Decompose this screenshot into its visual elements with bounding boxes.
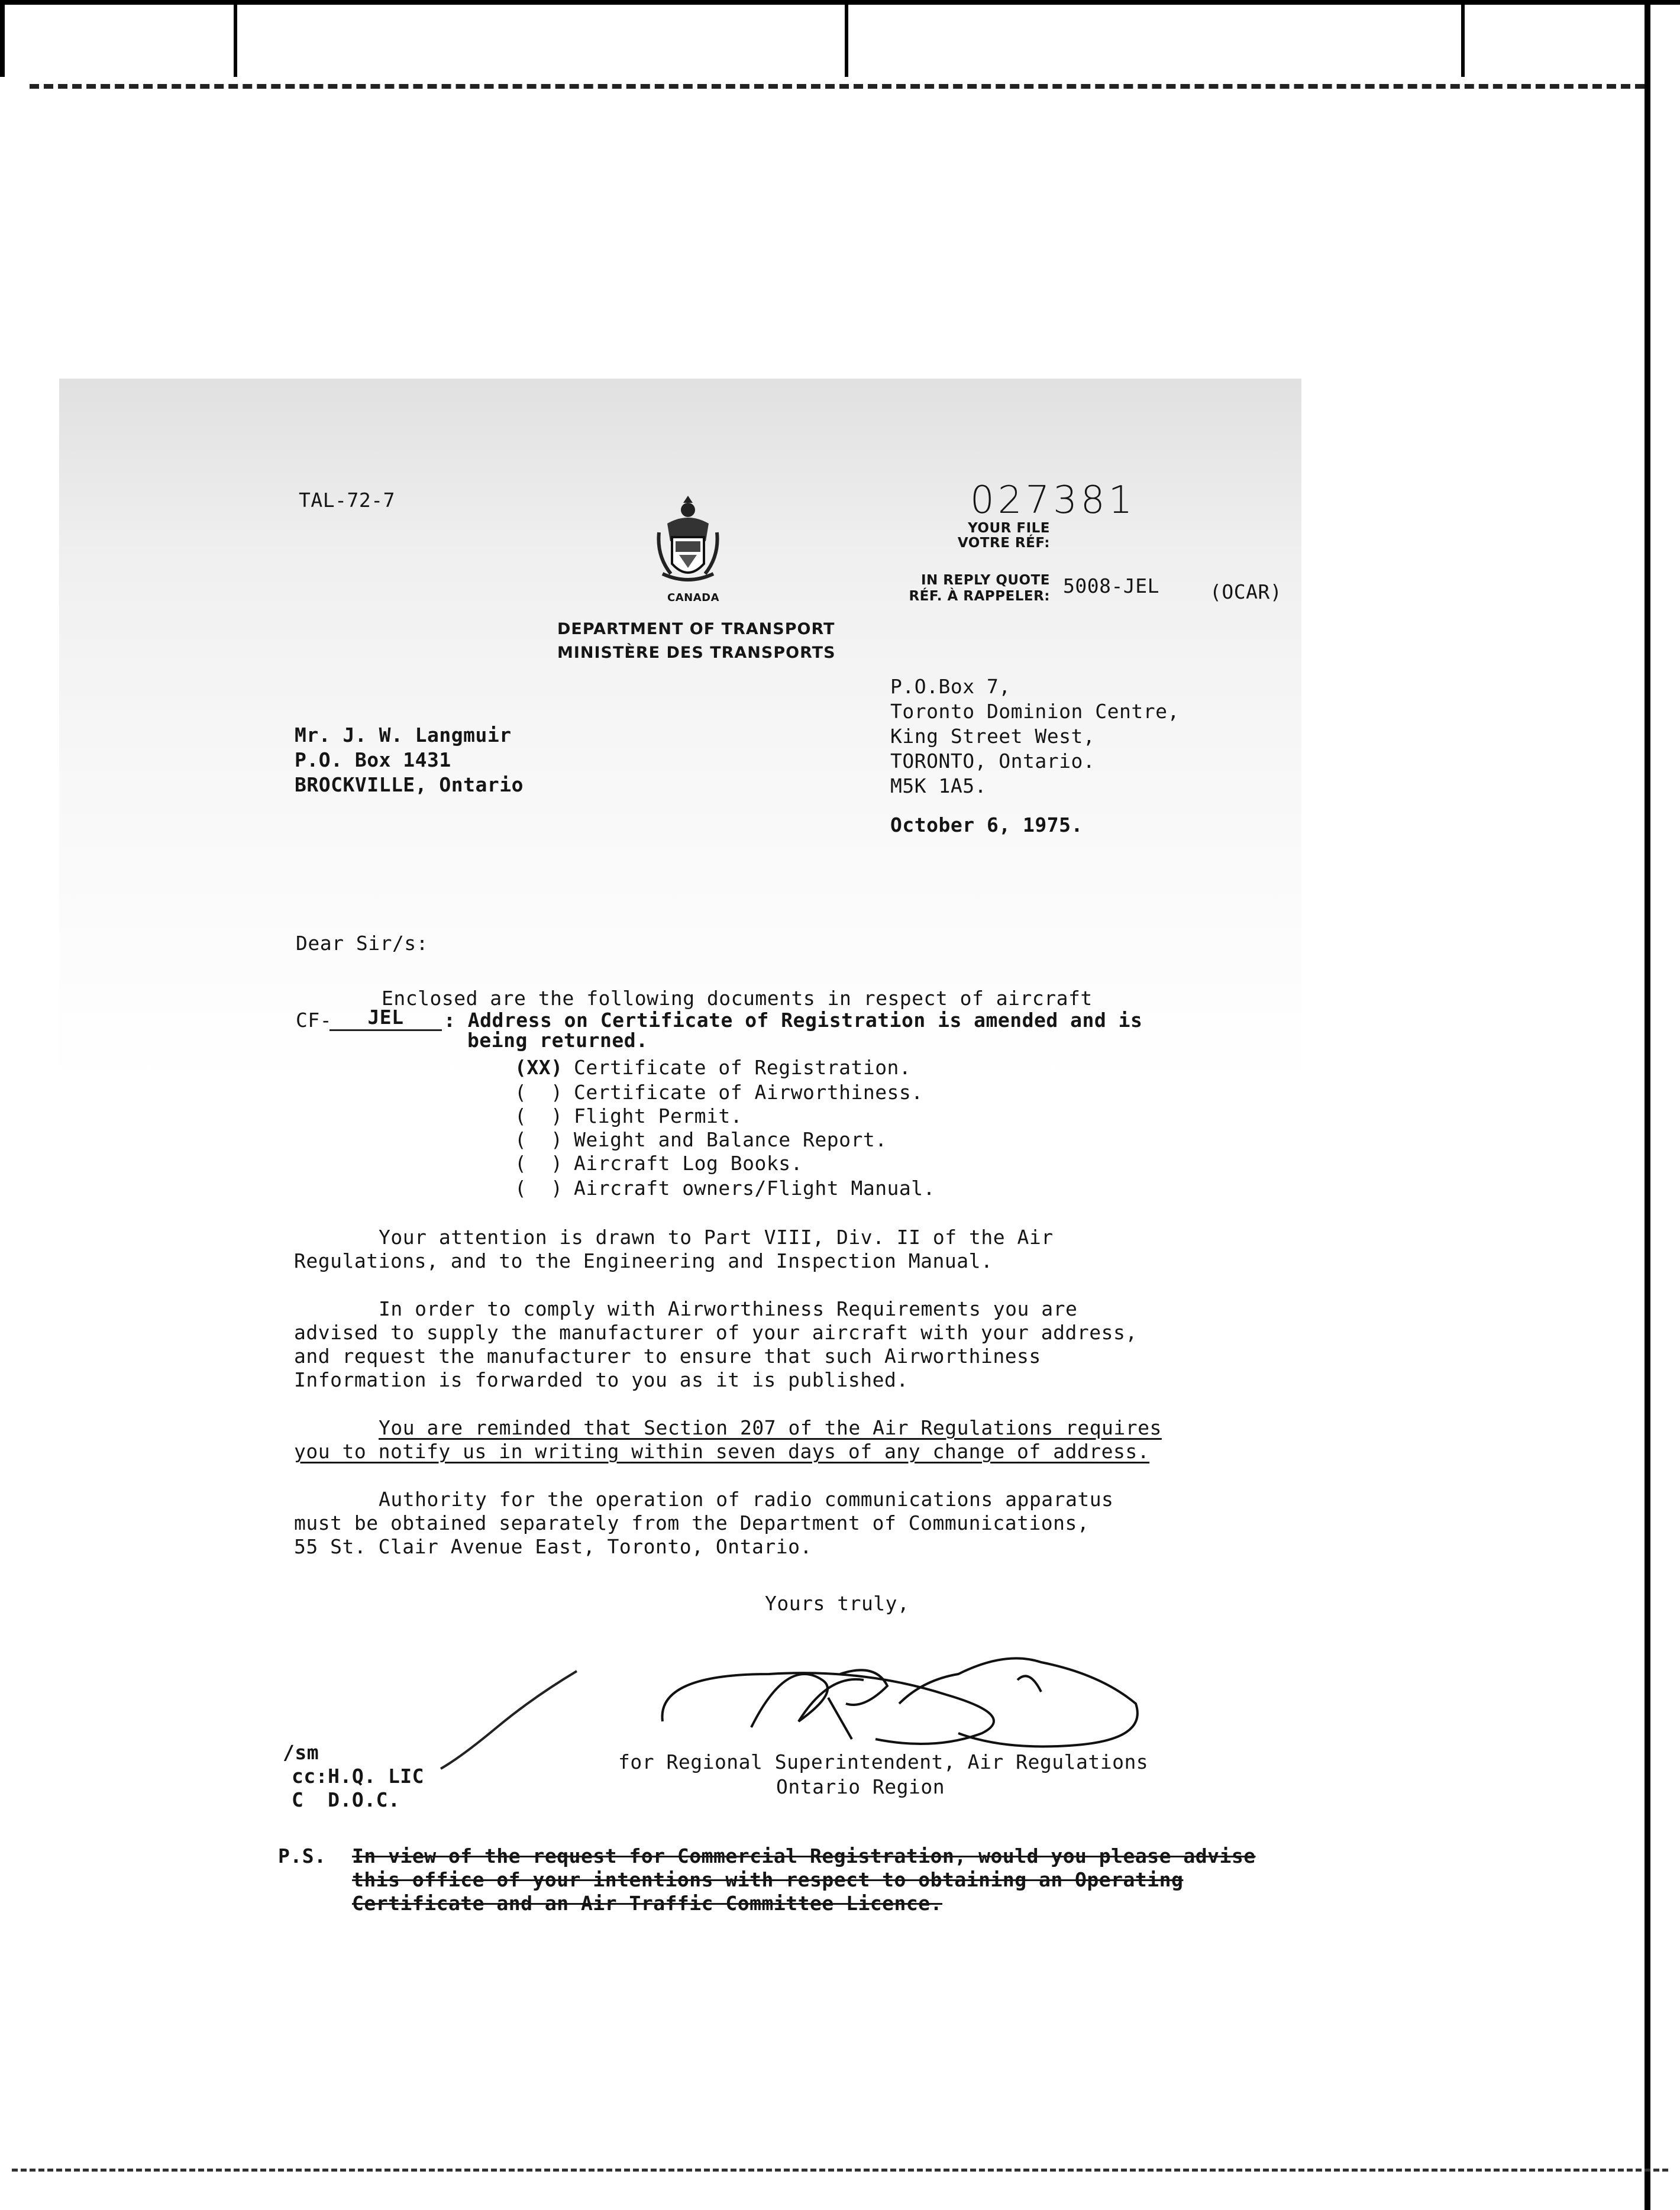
- ps-label: P.S.: [278, 1844, 327, 1867]
- sender-address-line: M5K 1A5.: [890, 774, 987, 797]
- closing: Yours truly,: [765, 1592, 910, 1615]
- ps-line: this office of your intentions with respect to obtaining an Operating: [352, 1868, 1184, 1891]
- signature-title: for Regional Superintendent, Air Regulations: [618, 1750, 1149, 1773]
- paragraph-line: must be obtained separately from the Department of Communications,: [294, 1511, 1090, 1534]
- paragraph-line: advised to supply the manufacturer of your aircraft with your address,: [294, 1321, 1138, 1344]
- stamp-number: 027381: [970, 479, 1136, 522]
- ocar-code: (OCAR): [1210, 580, 1282, 603]
- frame-top-edge: [0, 0, 1680, 5]
- department-en: DEPARTMENT OF TRANSPORT: [557, 620, 835, 638]
- checklist-label: Aircraft owners/Flight Manual.: [574, 1177, 936, 1200]
- checklist-label: Aircraft Log Books.: [574, 1152, 803, 1175]
- scan-border-dashed-bottom: [12, 2169, 1668, 2172]
- checklist-mark: ( ): [515, 1081, 563, 1104]
- aircraft-note-line2: being returned.: [467, 1029, 648, 1052]
- frame-tick-1: [234, 0, 237, 77]
- reply-quote-value: 5008-JEL: [1063, 574, 1159, 597]
- checklist-label: Flight Permit.: [574, 1104, 743, 1127]
- checklist-label: Certificate of Airworthiness.: [574, 1081, 923, 1104]
- checklist-mark: ( ): [515, 1104, 563, 1127]
- recipient-line: Mr. J. W. Langmuir: [295, 723, 512, 747]
- sender-address-line: TORONTO, Ontario.: [890, 749, 1096, 773]
- checklist-label: Certificate of Registration.: [574, 1056, 912, 1079]
- sender-address-line: P.O.Box 7,: [890, 675, 1011, 698]
- paragraph-line: In order to comply with Airworthiness Requirements you are: [379, 1297, 1078, 1320]
- sender-address-line: King Street West,: [890, 725, 1096, 748]
- file-code: TAL-72-7: [299, 489, 395, 512]
- paragraph-line: 55 St. Clair Avenue East, Toronto, Ontario.: [294, 1535, 812, 1558]
- paragraph-line: you to notify us in writing within seven days of any change of address.: [294, 1440, 1150, 1463]
- paragraph-line: Your attention is drawn to Part VIII, Div. II of the Air: [379, 1226, 1054, 1249]
- frame-tick-2: [845, 0, 848, 77]
- intro-line: Enclosed are the following documents in respect of aircraft: [382, 987, 1093, 1010]
- signature-region: Ontario Region: [776, 1775, 945, 1798]
- crest-country: CANADA: [667, 592, 720, 604]
- paragraph-line: You are reminded that Section 207 of the Air Regulations requires: [379, 1416, 1162, 1439]
- recipient-line: BROCKVILLE, Ontario: [295, 773, 524, 796]
- salutation: Dear Sir/s:: [296, 932, 429, 955]
- sender-address-line: Toronto Dominion Centre,: [890, 700, 1180, 723]
- your-file-label-en: YOUR FILE: [968, 521, 1050, 536]
- pen-stroke-icon: [438, 1668, 580, 1775]
- checklist-mark: (XX): [515, 1056, 563, 1079]
- aircraft-registration: JEL: [329, 1006, 442, 1031]
- aircraft-prefix: CF-: [296, 1009, 332, 1032]
- department-fr: MINISTÈRE DES TRANSPORTS: [557, 644, 836, 662]
- reply-quote-label-fr: RÉF. À RAPPELER:: [909, 589, 1050, 604]
- paragraph-line: Regulations, and to the Engineering and Inspection Manual.: [294, 1249, 993, 1272]
- aircraft-note-line1: : Address on Certificate of Registration is amended and is: [444, 1009, 1143, 1032]
- checklist-mark: ( ): [515, 1177, 563, 1200]
- typist-initials: /sm: [283, 1741, 319, 1764]
- paragraph-line: Information is forwarded to you as it is published.: [294, 1368, 909, 1391]
- checklist-mark: ( ): [515, 1128, 563, 1151]
- your-file-label-fr: VOTRE RÉF:: [957, 535, 1050, 551]
- cc-line: C D.O.C.: [292, 1788, 400, 1811]
- frame-tick-left: [0, 0, 5, 77]
- signature-icon: [651, 1639, 1148, 1757]
- scan-border-dashed-top: [30, 84, 1645, 89]
- recipient-line: P.O. Box 1431: [295, 748, 451, 771]
- ps-line: In view of the request for Commercial Registration, would you please advise: [352, 1844, 1256, 1867]
- canada-crest-icon: [655, 491, 721, 594]
- checklist-label: Weight and Balance Report.: [574, 1128, 887, 1151]
- reply-quote-label-en: IN REPLY QUOTE: [920, 573, 1050, 588]
- letter-date: October 6, 1975.: [890, 813, 1083, 836]
- paragraph-line: and request the manufacturer to ensure that such Airworthiness: [294, 1345, 1041, 1368]
- paragraph-line: Authority for the operation of radio communications apparatus: [379, 1488, 1114, 1511]
- ps-line: Certificate and an Air Traffic Committee Licence.: [352, 1892, 943, 1915]
- checklist-mark: ( ): [515, 1152, 563, 1175]
- cc-line: cc:H.Q. LIC: [292, 1765, 425, 1788]
- frame-tick-3: [1461, 0, 1465, 77]
- frame-right-edge: [1645, 0, 1650, 2210]
- scan-frame-top: [0, 0, 1680, 89]
